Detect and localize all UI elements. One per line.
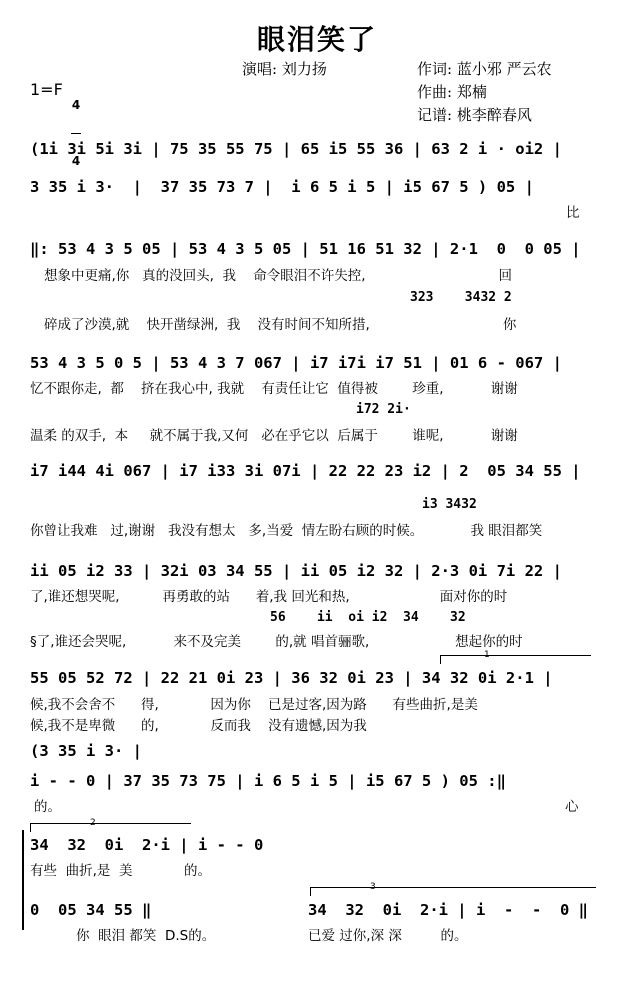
volta-3-bracket bbox=[310, 887, 596, 896]
notation-row-2: 3 35 i 3· | 37 35 73 7 | i 6 5 i 5 | i5 67 5 ) 05 | bbox=[30, 178, 534, 196]
lyric-row-3a: 想象中更痛,你 真的没回头, 我 命令眼泪不许失控, 回 bbox=[44, 268, 513, 284]
alt-notes-row-3: 323 3432 2 bbox=[410, 290, 512, 305]
lyric-row-11a: 你 眼泪 都笑 D.S的。 bbox=[76, 928, 216, 944]
volta-2-bracket bbox=[30, 823, 191, 832]
lyricist-credit: 作词: 蓝小邪 严云农 bbox=[417, 60, 552, 78]
lyric-row-7a: 候,我不会舍不 得, 因为你 已是过客,因为路 有些曲折,是美 bbox=[30, 697, 478, 713]
notation-row-11a: 0 05 34 55 ‖ bbox=[30, 901, 152, 919]
notation-row-9: i - - 0 | 37 35 73 75 | i 6 5 i 5 | i5 67 5 ) 05 :‖ bbox=[30, 772, 506, 790]
time-signature-bottom: 4 bbox=[71, 154, 81, 168]
notation-row-7: 55 05 52 72 | 22 21 0i 23 | 36 32 0i 23 | 34 32 0i 2·1 | bbox=[30, 669, 553, 687]
alt-notes-row-5: i3 3432 bbox=[422, 497, 477, 512]
lyric-row-10: 有些 曲折,是 美 的。 bbox=[30, 863, 211, 879]
lyric-row-5: 你曾让我难 过,谢谢 我没有想太 多,当爱 情左盼右顾的时候。 我 眼泪都笑 bbox=[30, 523, 543, 539]
time-signature-line bbox=[71, 133, 81, 134]
composer-credit: 作曲: 郑楠 bbox=[417, 83, 487, 101]
volta-2-label: 2 bbox=[90, 818, 96, 828]
notation-row-1: (1i 3i 5i 3i | 75 35 55 75 | 65 i5 55 36 | 63 2 i · oi2 | bbox=[30, 140, 562, 158]
notation-row-6: ii 05 i2 33 | 32i 03 34 55 | ii 05 i2 32 | 2·3 0i 7i 22 | bbox=[30, 562, 562, 580]
transcriber-credit: 记谱: 桃李醉春风 bbox=[417, 106, 532, 124]
lyric-row-2: 比 bbox=[566, 205, 580, 221]
lyric-row-9-right: 心 bbox=[565, 799, 579, 815]
lyric-row-6a: 了,谁还想哭呢, 再勇敢的站 着,我 回光和热, 面对你的时 bbox=[30, 589, 508, 605]
lyric-row-11b: 已爱 过你,深 深 的。 bbox=[308, 928, 468, 944]
time-signature bbox=[71, 78, 81, 178]
lyric-row-3b: 碎成了沙漠,就 快开凿绿洲, 我 没有时间不知所措, 你 bbox=[44, 317, 517, 333]
notation-row-3: ‖: 53 4 3 5 05 | 53 4 3 5 05 | 51 16 51 32 | 2·1 0 0 05 | bbox=[30, 240, 581, 258]
volta-1-bracket bbox=[440, 655, 591, 664]
lyric-row-7b: 候,我不是卑微 的, 反而我 没有遗憾,因为我 bbox=[30, 718, 367, 734]
song-title: 眼泪笑了 bbox=[256, 23, 377, 56]
lyric-row-4b: 温柔 的双手, 本 就不属于我,又何 必在乎它以 后属于 谁呢, 谢谢 bbox=[30, 428, 518, 444]
volta-1-label: 1 bbox=[484, 650, 490, 660]
volta-3-label: 3 bbox=[370, 882, 376, 892]
notation-row-8: (3 35 i 3· | bbox=[30, 742, 142, 760]
system-bracket bbox=[22, 830, 24, 930]
notation-row-5: i7 i44 4i 067 | i7 i33 3i 07i | 22 22 23 i2 | 2 05 34 55 | bbox=[30, 462, 581, 480]
notation-row-11b: 34 32 0i 2·i | i - - 0 ‖ bbox=[308, 901, 588, 919]
key-signature: 1=F bbox=[30, 80, 63, 99]
notation-row-4: 53 4 3 5 0 5 | 53 4 3 7 067 | i7 i7i i7 51 | 01 6 - 067 | bbox=[30, 354, 562, 372]
lyric-row-9: 的。 bbox=[34, 799, 61, 815]
time-signature-top: 4 bbox=[71, 98, 81, 112]
singer-credit: 演唱: 刘力扬 bbox=[242, 60, 327, 78]
alt-notes-row-6: 56 ii oi i2 34 32 bbox=[270, 610, 466, 625]
alt-notes-row-4: i72 2i· bbox=[356, 402, 411, 417]
notation-row-10: 34 32 0i 2·i | i - - 0 bbox=[30, 836, 264, 854]
lyric-row-4a: 忆不跟你走, 都 挤在我心中, 我就 有责任让它 值得被 珍重, 谢谢 bbox=[30, 381, 518, 397]
lyric-row-6b: §了,谁还会哭呢, 来不及完美 的,就 唱首骊歌, 想起你的时 bbox=[30, 634, 523, 650]
